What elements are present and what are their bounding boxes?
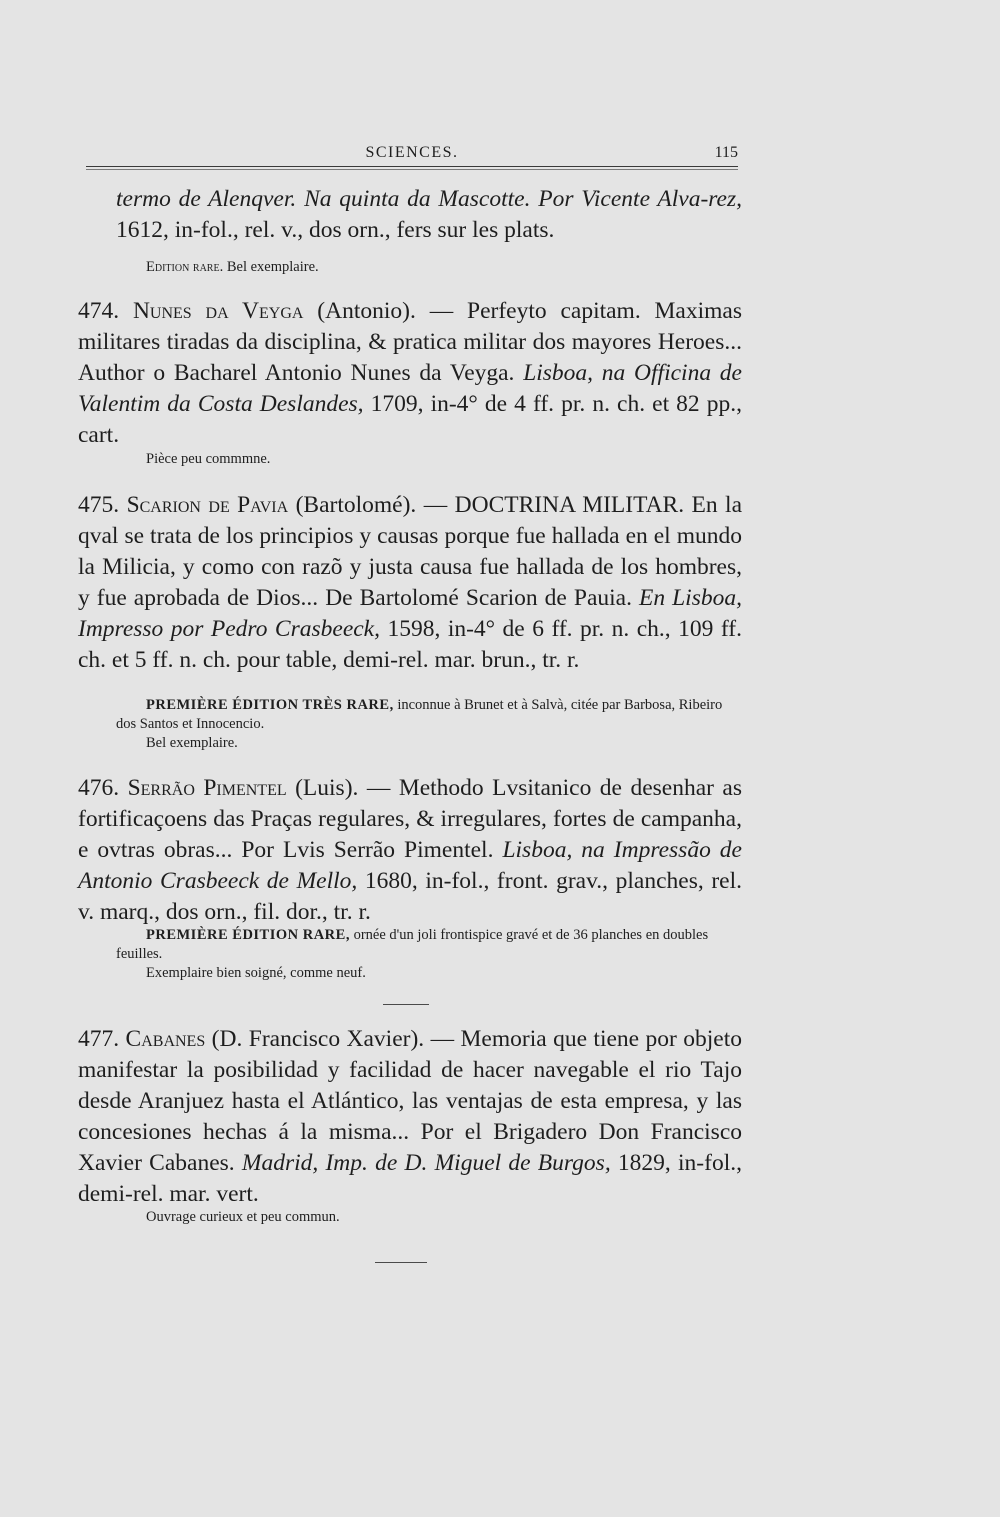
entry-474-note: Pièce peu commmne. [146,451,271,467]
entry-text: 474. Nunes da Veyga (Antonio). — Perfeyto capitam. Maximas militares tiradas da disciplina, & pratica militar dos mayores Heroes... Author o Bacharel Antonio Nunes da Veyga. Lisboa, na Officina de Valentim da Costa Deslandes, 1709, in-4° de 4 ff. pr. n. ch. et 82 pp., cart. [78,298,742,448]
entry-author: Cabanes [125,1026,206,1052]
entry-text: 476. Serrão Pimentel (Luis). — Methodo Lvsitanico de desenhar as fortificaçoens das Praças regulares, & irregulares, fortes de campanha, e ovtras obras... Por Lvis Serrão Pimentel. Lisboa, na Impressão de Antonio Crasbeeck de Mello, 1680, in-fol., front. grav., planches, rel. v. marq., dos orn., fil. dor., tr. r. [78,775,742,925]
entry-number: 474. [78,298,120,324]
section-title: SCIENCES. [365,144,459,161]
end-divider [375,1262,427,1263]
entry-text: 477. Cabanes (D. Francisco Xavier). — Memoria que tiene por objeto manifestar la posibilidad y facilidad de hacer navegable el rio Tajo desde Aranjuez hasta el Atlántico, las ventajas de esta empresa, y las concesiones hechas á la misma... Por el Brigadero Don Francisco Xavier Cabanes. Madrid, Imp. de D. Miguel de Burgos, 1829, in-fol., demi-rel. mar. vert. [78,1026,742,1207]
entry-475-note: PREMIÈRE ÉDITION TRÈS RARE, inconnue à Brunet et à Salvà, citée par Barbosa, Ribeiro dos Santos et Innocencio. Bel exemplaire. [116,697,723,751]
continuation-note: Edition rare. Bel exemplaire. [146,259,319,275]
entry-476 [78,773,742,928]
entry-text: 475. Scarion de Pavia (Bartolomé). — DOCTRINA MILITAR. En la qval se trata de los principios y causas porque fue hallada en el mundo la Milicia, y como con razõ y justa causa fue hallada de los hombres, y fue aprobada de Dios... De Bartolomé Scarion de Pauia. En Lisboa, Impresso por Pedro Crasbeeck, 1598, in-4° de 6 ff. pr. n. ch., 109 ff. ch. et 5 ff. n. ch. pour table, demi-rel. mar. brun., tr. r. [78,492,743,673]
entry-number: 476. [78,775,120,801]
entry-author: Nunes da Veyga [132,298,304,324]
entry-474 [78,296,742,451]
entry-author: Serrão Pimentel [127,775,287,801]
entry-author: Scarion de Pavia [126,492,289,518]
header-rule [86,166,738,167]
section-divider [383,1004,429,1005]
running-header [86,140,738,164]
page-number: 115 [714,144,738,161]
continuation-text: termo de Alenqver. Na quinta da Mascotte. Por Vicente Alva-rez, 1612, in-fol., rel. v., dos orn., fers sur les plats. [116,186,742,243]
continuation-entry [116,184,742,246]
entry-476-note: PREMIÈRE ÉDITION RARE, ornée d'un joli frontispice gravé et de 36 planches en doubles feuilles. Exemplaire bien soigné, comme neuf. [116,927,709,981]
entry-number: 475. [78,492,120,518]
entry-477 [78,1024,742,1210]
entry-475 [78,490,743,676]
entry-477-note: Ouvrage curieux et peu commun. [146,1209,340,1225]
header-rule-thin [86,169,738,170]
entry-number: 477. [78,1026,120,1052]
